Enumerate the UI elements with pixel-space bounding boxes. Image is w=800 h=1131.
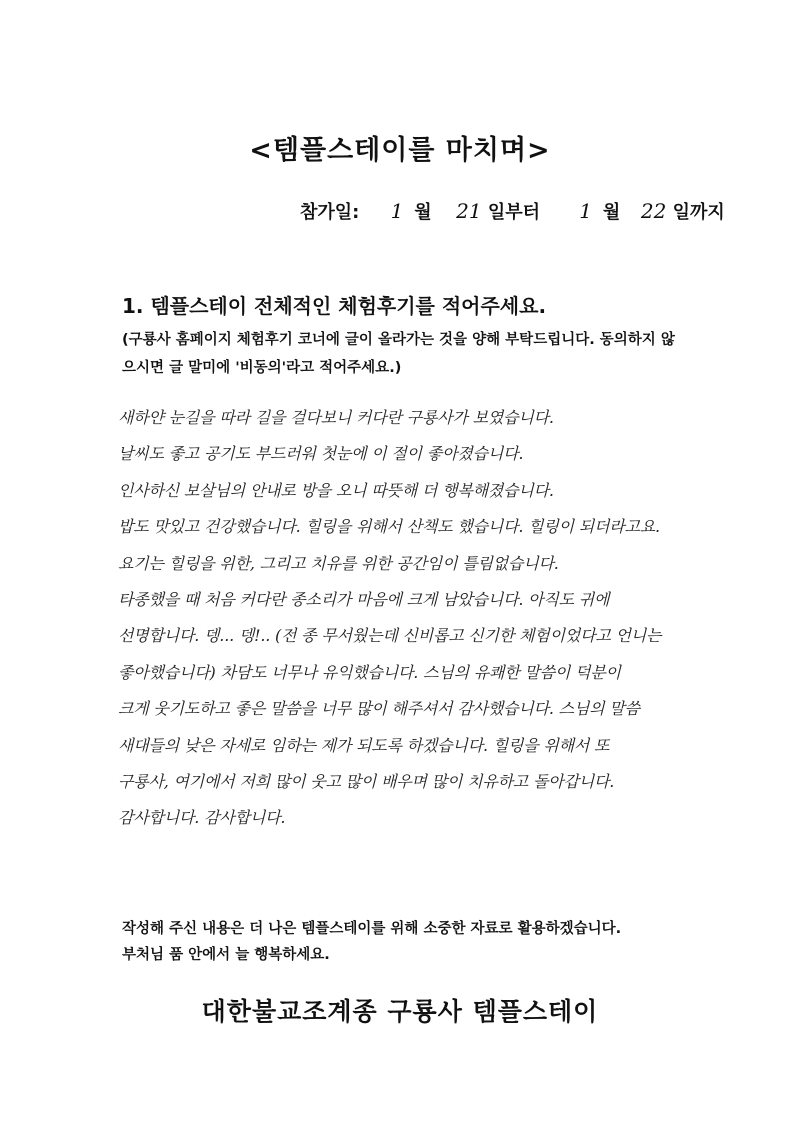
organization-footer: 대한불교조계종 구룡사 템플스테이 xyxy=(201,997,599,1026)
participation-dates xyxy=(300,198,740,224)
review-line: 날씨도 좋고 공기도 부드러워 첫눈에 이 절이 좋아졌습니다. xyxy=(118,444,524,464)
review-line: 요기는 힐링을 위한, 그리고 치유를 위한 공간임이 틀림없습니다. xyxy=(118,553,559,573)
closing-line-2: 부처님 품 안에서 늘 행복하세요. xyxy=(122,947,330,963)
review-line: 선명합니다. 뎅... 뎅!.. (전 종 무서웠는데 신비롭고 신기한 체험이었다고 언니는 xyxy=(118,626,662,646)
review-line: 타종했을 때 처음 커다란 종소리가 마음에 크게 남았습니다. 아직도 귀에 xyxy=(118,589,610,609)
review-line: 감사합니다. 감사합니다. xyxy=(118,808,286,828)
end-day-value: 22 xyxy=(640,199,667,223)
month-unit-start: 월 xyxy=(414,202,432,223)
consent-note: (구룡사 홈페이지 체험후기 코너에 글이 올라가는 것을 양해 부탁드립니다. 동의하지 않으시면 글 말미에 '비동의'라고 적어주세요.) xyxy=(122,332,675,376)
closing-message xyxy=(122,916,722,968)
to-label: 일까지 xyxy=(672,202,725,223)
question-1: 1. 템플스테이 전체적인 체험후기를 적어주세요. xyxy=(122,294,547,318)
handwritten-review xyxy=(118,400,738,837)
form-title: <템플스테이를 마치며> xyxy=(249,135,551,166)
month-unit-end: 월 xyxy=(602,202,621,223)
start-month-value: 1 xyxy=(390,199,404,223)
end-month-value: 1 xyxy=(579,199,592,223)
review-line: 좋아했습니다) 차담도 너무나 유익했습니다. 스님의 유쾌한 말씀이 덕분이 xyxy=(118,662,621,682)
start-day-value: 21 xyxy=(456,199,482,223)
from-label: 일부터 xyxy=(487,202,541,223)
review-line: 구룡사, 여기에서 저희 많이 웃고 많이 배우며 많이 치유하고 돌아갑니다. xyxy=(118,771,615,791)
review-line: 새하얀 눈길을 따라 길을 걸다보니 커다란 구룡사가 보였습니다. xyxy=(118,408,554,427)
review-line: 새대들의 낮은 자세로 임하는 제가 되도록 하겠습니다. 힐링을 위해서 또 xyxy=(118,735,610,755)
dates-label: 참가일: xyxy=(300,202,360,223)
review-line: 밥도 맛있고 건강했습니다. 힐링을 위해서 산책도 했습니다. 힐링이 되더라고요. xyxy=(118,517,660,537)
review-line: 인사하신 보살님의 안내로 방을 오니 따뜻해 더 행복해졌습니다. xyxy=(118,480,554,500)
closing-line-1: 작성해 주신 내용은 더 나은 템플스테이를 위해 소중한 자료로 활용하겠습니다. xyxy=(122,921,622,937)
review-line: 크게 웃기도하고 좋은 말씀을 너무 많이 해주셔서 감사했습니다. 스님의 말씀 xyxy=(118,699,640,719)
